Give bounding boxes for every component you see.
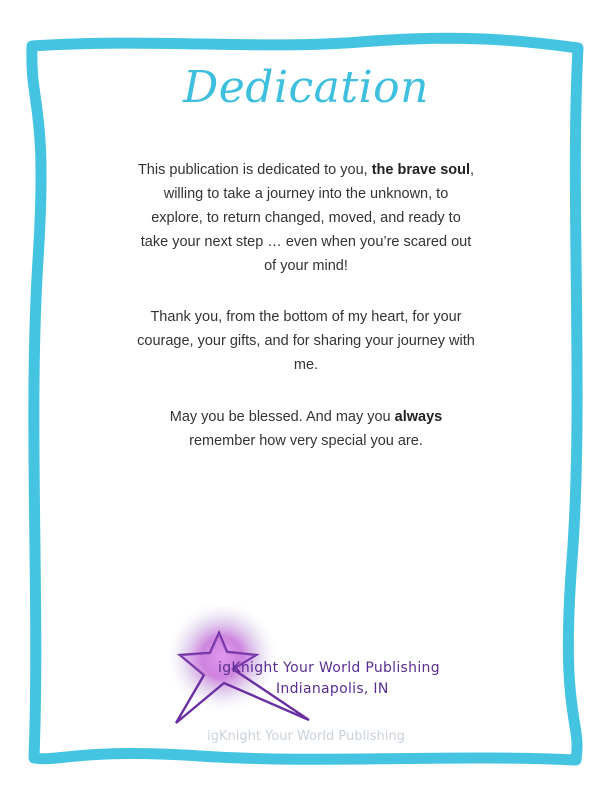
paragraph-1-bold-text: the brave soul [371, 162, 471, 178]
paragraph-1-text-end: , willing to take a journey into the unknown, to explore, to return changed, moved, and ready to take your next step … even when you’re scared out of your mind! [140, 162, 475, 274]
paragraph-3-text-end: remember how very special you are. [189, 433, 423, 449]
paragraph-3-text-start: May you be blessed. And may you [169, 409, 395, 425]
publisher-name: igKnight Your World Publishing [218, 660, 440, 676]
publisher-location: Indianapolis, IN [276, 681, 389, 697]
page-title: Dedication [182, 62, 429, 113]
paragraph-3-bold-text: always [394, 409, 443, 425]
dedication-paragraph-2 [136, 305, 476, 377]
paragraph-2-text: Thank you, from the bottom of my heart, for your courage, your gifts, and for sharing your journey with me. [137, 309, 475, 373]
publisher-watermark: igKnight Your World Publishing [207, 729, 405, 744]
dedication-paragraph-1 [136, 158, 476, 278]
dedication-paragraph-3 [136, 405, 476, 453]
paragraph-1-text-start: This publication is dedicated to you, [137, 162, 372, 178]
